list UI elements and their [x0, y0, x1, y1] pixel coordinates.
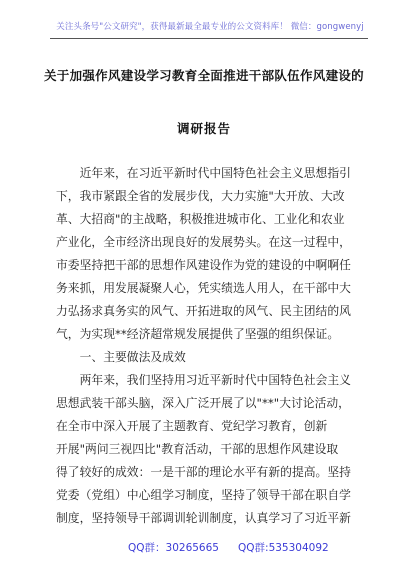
- body-line: 革、大招商"的主战略，积极推进城市化、工业化和农业: [56, 212, 345, 226]
- qq-group-2: QQ群:535304092: [238, 542, 329, 554]
- body-line: 气，为实现**经济超常规发展提供了坚强的组织保证。: [56, 327, 340, 341]
- body-line: 近年来，在习近平新时代中国特色社会主义思想指引: [56, 166, 351, 180]
- document-title-continued: 调研报告: [176, 121, 231, 136]
- body-line: 市委坚持把干部的思想作风建设作为党的建设的中啊啊任: [56, 258, 351, 272]
- body-line: 党委（党组）中心组学习制度，坚持了领导干部在职自学: [56, 488, 351, 502]
- body-line: 制度，坚持领导干部调训轮训制度，认真学习了习近平新: [56, 511, 351, 525]
- body-line: 下，我市紧跟全省的发展步伐，大力实施"大开放、大改: [56, 189, 345, 203]
- qq-group-1: QQ群：30265665: [128, 542, 219, 554]
- body-line: 在全市中深入开展了主题教育、党纪学习教育，创新: [56, 419, 328, 433]
- body-line: 产业化，全市经济出现良好的发展势头。在这一过程中，: [56, 235, 351, 249]
- body-line: 务来抓，用发展凝聚人心，凭实绩选人用人，在干部中大: [56, 281, 351, 295]
- section-heading: 一、主要做法及成效: [56, 350, 186, 364]
- header-banner: 关注头条号"公文研究"，获得最新最全最专业的公文资料库！ 微信：gongwenyj: [56, 22, 364, 32]
- body-line: 思想武装干部头脑，深入广泛开展了以"**"大讨论活动，: [56, 396, 350, 410]
- header-divider: [50, 38, 368, 39]
- body-line: 得了较好的成效：一是干部的理论水平有新的提高。坚持: [56, 465, 351, 479]
- body-line: 开展"两问三视四比"教育活动，干部的思想作风建设取: [56, 442, 339, 456]
- body-line: 力弘扬求真务实的风气、开拓进取的风气、民主团结的风: [56, 304, 351, 318]
- document-title: 关于加强作风建设学习教育全面推进干部队伍作风建设的: [43, 68, 364, 83]
- body-line: 两年来，我们坚持用习近平新时代中国特色社会主义: [56, 373, 351, 387]
